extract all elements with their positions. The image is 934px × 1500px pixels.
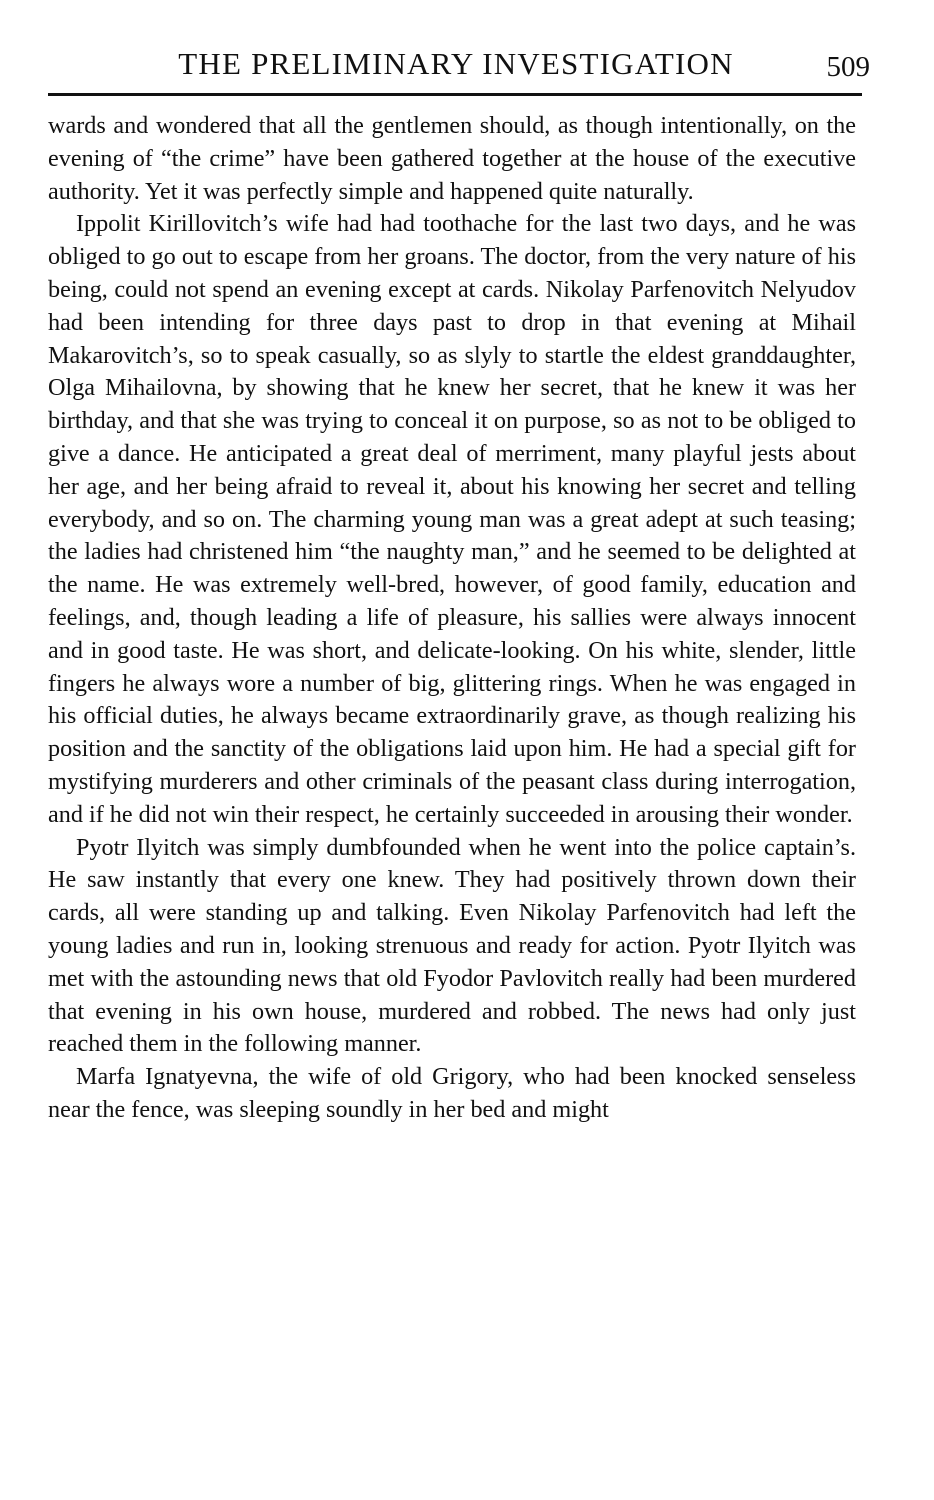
body-text (48, 110, 856, 1127)
chapter-title: THE PRELIMINARY INVESTIGATION (178, 46, 734, 81)
paragraph: Marfa Ignatyevna, the wife of old Grigory, who had been knocked senseless near the fence, was sleeping soundly in her bed and might (48, 1063, 856, 1123)
paragraph: Ippolit Kirillovitch’s wife had had toothache for the last two days, and he was obliged to go out to escape from her groans. The doctor, from the very nature of his being, could not spend an evening except at cards. Nikolay Parfenovitch Nelyudov had been intending for three days past to drop in that evening at Mihail Makarovitch’s, so to speak casually, so as slyly to startle the eldest granddaughter, Olga Mihailovna, by showing that he knew her secret, that he knew it was her birthday, and that she was trying to conceal it on purpose, so as not to be obliged to give a dance. He anticipated a great deal of merriment, many playful jests about her age, and her being afraid to reveal it, about his knowing her secret and telling everybody, and so on. The charming young man was a great adept at such teasing; the ladies had christened him “the naughty man,” and he seemed to be delighted at the name. He was extremely well-bred, however, of good family, education and feelings, and, though leading a life of pleasure, his sallies were always innocent and in good taste. He was short, and delicate-looking. On his white, slender, little fingers he always wore a number of big, glittering rings. When he was engaged in his official duties, he always became extraordinarily grave, as though realizing his position and the sanctity of the obligations laid upon him. He had a special gift for mystifying murderers and other criminals of the peasant class during interrogation, and if he did not win their respect, he certainly succeeded in arousing their wonder. (48, 210, 856, 828)
page-number: 509 (826, 51, 870, 83)
header-rule (48, 93, 862, 96)
paragraph: Pyotr Ilyitch was simply dumbfounded when he went into the police captain’s. He saw instantly that every one knew. They had positively thrown down their cards, all were standing up and talking. Even Nikolay Parfenovitch had left the young ladies and run in, looking strenuous and ready for action. Pyotr Ilyitch was met with the astounding news that old Fyodor Pavlovitch really had been murdered that evening in his own house, murdered and robbed. The news had only just reached them in the following manner. (48, 833, 856, 1058)
running-head (48, 44, 870, 88)
paragraph-continuation: wards and wondered that all the gentlemen should, as though intentionally, on the evening of “the crime” have been gathered together at the house of the executive authority. Yet it was perfectly simple and happened quite naturally. (48, 112, 856, 205)
